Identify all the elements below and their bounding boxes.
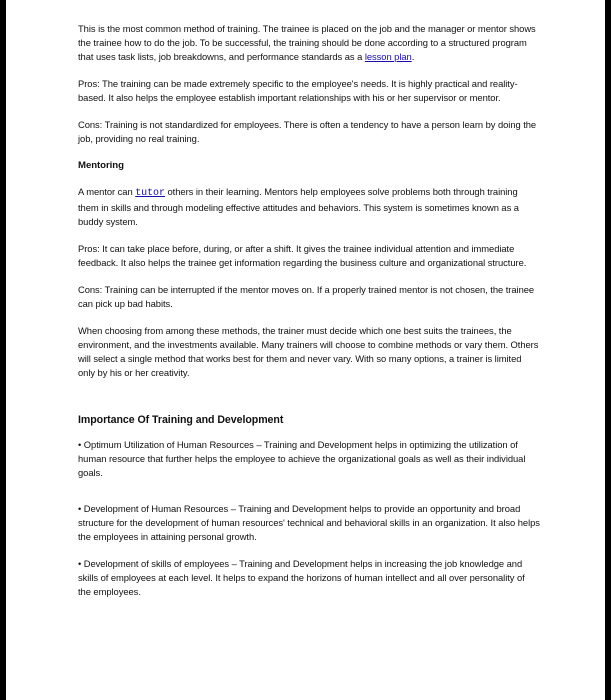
mentoring-paragraph: A mentor can tutor others in their learning. Mentors help employees solve problems both through training them in skills and through modeling effective attitudes and behaviors. This system is sometimes known as a buddy system. bbox=[78, 186, 519, 227]
document-page bbox=[6, 0, 605, 700]
document-body bbox=[78, 22, 540, 612]
tutor-link[interactable]: tutor bbox=[135, 188, 165, 199]
bullet-development-skills: • Development of skills of employees – Training and Development helps in increasing the job knowledge and skills of employees at each level. It helps to expand the horizons of human intellect and all over personality of the employees. bbox=[78, 558, 525, 597]
bullet-optimum-utilization: • Optimum Utilization of Human Resources – Training and Development helps in optimizing the utilization of human resource that further helps the employee to achieve the organizational goals as well as their individual goals. bbox=[78, 439, 526, 478]
ojt-cons-paragraph: Cons: Training is not standardized for employees. There is often a tendency to have a person learn by doing the job, providing no real training. bbox=[78, 119, 537, 144]
ojt-pros-paragraph: Pros: The training can be made extremely specific to the employee's needs. It is highly practical and reality-based. It also helps the employee establish important relationships with his or her supervisor or mentor. bbox=[78, 78, 518, 103]
mentoring-heading: Mentoring bbox=[78, 160, 124, 171]
mentoring-pros-paragraph: Pros: It can take place before, during, or after a shift. It gives the trainee individual attention and immediate feedback. It also helps the trainee get information regarding the business culture and organizational structure. bbox=[78, 243, 527, 268]
intro-paragraph: This is the most common method of training. The trainee is placed on the job and the manager or mentor shows the trainee how to do the job. To be successful, the training should be done according to a structured program that uses task lists, job breakdowns, and performance standards as a lesson plan. bbox=[78, 23, 536, 62]
importance-heading: Importance Of Training and Development bbox=[78, 414, 284, 426]
bullet-development-hr: • Development of Human Resources – Training and Development helps to provide an opportunity and broad structure for the development of human resources' technical and behavioral skills in an organization. It also helps the employees in attaining personal growth. bbox=[78, 503, 540, 542]
choosing-paragraph: When choosing from among these methods, the trainer must decide which one best suits the trainees, the environment, and the investments available. Many trainers will choose to combine methods or vary them. Others will select a single method that works best for them and never vary. With so many options, a trainer is limited only by his or her creativity. bbox=[78, 325, 539, 378]
mentoring-cons-paragraph: Cons: Training can be interrupted if the mentor moves on. If a properly trained mentor is not chosen, the trainee can pick up bad habits. bbox=[78, 284, 535, 309]
lesson-plan-link[interactable]: lesson plan bbox=[364, 51, 412, 62]
